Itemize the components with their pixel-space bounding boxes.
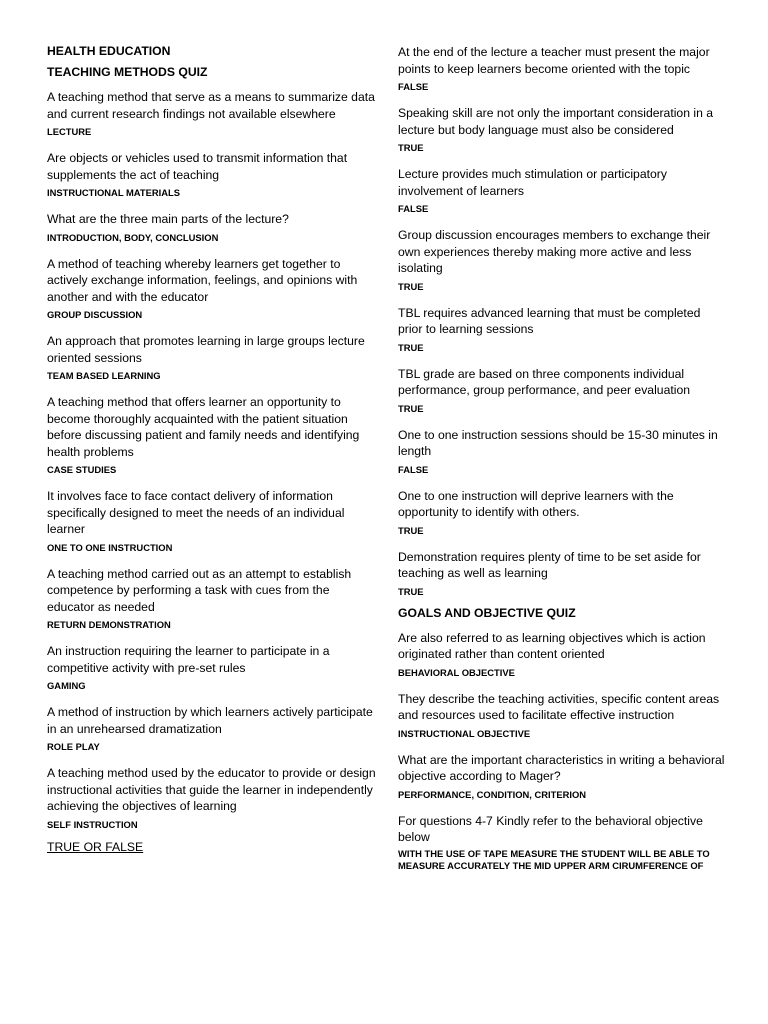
question-text: An instruction requiring the learner to participate in a competitive activity with pre-set rules <box>47 644 330 675</box>
question-text: They describe the teaching activities, specific content areas and resources used to facilitate effective instruction <box>398 691 720 722</box>
answer-text: RETURN DEMONSTRATION <box>47 619 171 630</box>
question-text: What are the important characteristics in writing a behavioral objective according to Mager? <box>398 752 725 783</box>
answer-text: CASE STUDIES <box>47 464 117 475</box>
question-text: What are the three main parts of the lecture? <box>47 212 289 226</box>
question-text: A method of instruction by which learners actively participate in an unrehearsed dramatization <box>47 705 373 736</box>
answer-text: TRUE <box>398 280 424 292</box>
answer-text: ROLE PLAY <box>47 741 100 752</box>
section-heading-goals-objectives: GOALS AND OBJECTIVE QUIZ <box>398 605 576 620</box>
answer-text: TRUE <box>398 524 424 536</box>
answer-text: INSTRUCTIONAL OBJECTIVE <box>398 727 531 739</box>
question-text: It involves face to face contact delivery of information specifically designed to meet the needs of an individual learner <box>47 489 345 536</box>
question-text: A teaching method that serve as a means to summarize data and current research findings not available elsewhere <box>47 90 375 121</box>
answer-text: TRUE <box>398 341 424 353</box>
answer-text: TRUE <box>398 402 424 414</box>
question-text: Group discussion encourages members to exchange their own experiences thereby making more active and less isolating <box>398 228 711 275</box>
right-column <box>398 44 728 872</box>
question-text: Are also referred to as learning objectives which is action originated rather than content oriented <box>398 630 706 661</box>
answer-text: GROUP DISCUSSION <box>47 309 143 320</box>
question-text: Demonstration requires plenty of time to be set aside for teaching as well as learning <box>398 549 701 580</box>
answer-text: PERFORMANCE, CONDITION, CRITERION <box>398 788 587 800</box>
answer-text: FALSE <box>398 81 429 92</box>
answer-text: ONE TO ONE INSTRUCTION <box>47 541 173 553</box>
document-title: HEALTH EDUCATION <box>47 44 171 58</box>
objective-line: MEASURE ACCURATELY THE MID UPPER ARM CIRUMFERENCE OF <box>398 859 704 871</box>
answer-text: SELF INSTRUCTION <box>47 818 138 830</box>
answer-text: TEAM BASED LEARNING <box>47 370 161 381</box>
answer-text: GAMING <box>47 680 86 691</box>
left-column <box>47 44 377 855</box>
question-text: A method of teaching whereby learners get together to actively exchange information, feelings, and opinions with another and with the educator <box>47 256 358 304</box>
question-text: A teaching method carried out as an attempt to establish competence by performing a task with cues from the educator as needed <box>47 566 352 614</box>
question-text: Are objects or vehicles used to transmit information that supplements the act of teaching <box>47 151 348 182</box>
question-text: One to one instruction will deprive learners with the opportunity to identify with others. <box>398 488 674 519</box>
answer-text: TRUE <box>398 585 424 597</box>
question-text: At the end of the lecture a teacher must present the major points to keep learners become oriented with the topic <box>398 45 710 76</box>
answer-text: FALSE <box>398 463 429 475</box>
answer-text: LECTURE <box>47 126 92 137</box>
question-text: TBL grade are based on three components individual performance, group performance, and peer evaluation <box>398 366 691 397</box>
answer-text: BEHAVIORAL OBJECTIVE <box>398 666 515 678</box>
question-text: Lecture provides much stimulation or participatory involvement of learners <box>398 167 667 198</box>
question-text: TBL requires advanced learning that must be completed prior to learning sessions <box>398 305 701 336</box>
section-heading-teaching-methods: TEACHING METHODS QUIZ <box>47 65 208 79</box>
objective-line: WITH THE USE OF TAPE MEASURE THE STUDENT WILL BE ABLE TO <box>398 847 710 859</box>
question-text: An approach that promotes learning in large groups lecture oriented sessions <box>47 334 365 365</box>
answer-text: INSTRUCTIONAL MATERIALS <box>47 187 180 198</box>
question-text: One to one instruction sessions should be 15-30 minutes in length <box>398 427 718 458</box>
true-or-false-heading: TRUE OR FALSE <box>47 839 144 854</box>
question-text: A teaching method used by the educator to provide or design instructional activities that guide the learner in independently achieving the objectives of learning <box>47 766 376 813</box>
answer-text: INTRODUCTION, BODY, CONCLUSION <box>47 231 219 243</box>
question-text: Speaking skill are not only the important consideration in a lecture but body language must also be considered <box>398 106 714 137</box>
question-text: For questions 4-7 Kindly refer to the behavioral objective below <box>398 813 703 844</box>
answer-text: FALSE <box>398 203 429 214</box>
question-text: A teaching method that offers learner an opportunity to become thoroughly acquainted with the patient situation before discussing patient and family needs and identifying health problems <box>47 395 360 459</box>
answer-text: TRUE <box>398 142 424 153</box>
